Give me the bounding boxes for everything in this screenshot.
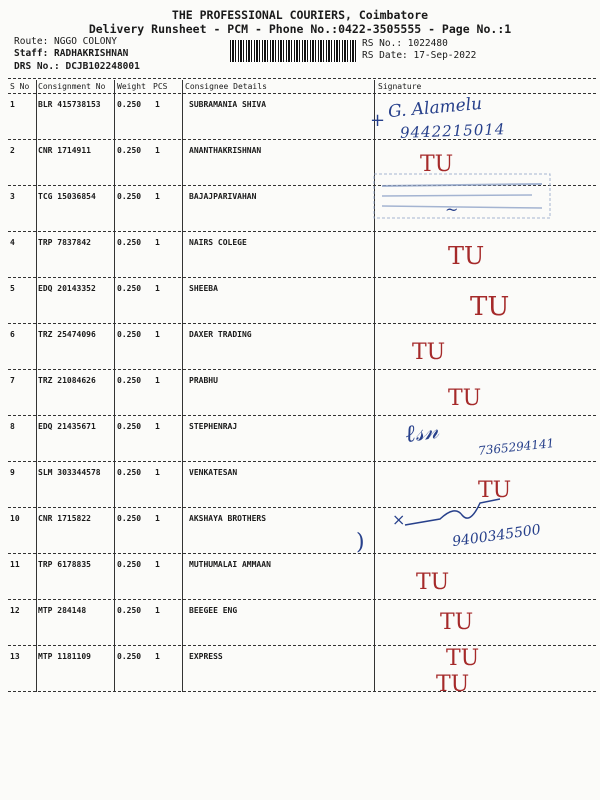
row-sno: 2	[10, 146, 15, 155]
runsheet-subtitle: Delivery Runsheet - PCM - Phone No.:0422-3505555 - Page No.:1	[88, 22, 512, 36]
row-consignment-no: TCG 15036854	[38, 192, 96, 201]
row-consignee: VENKATESAN	[189, 468, 238, 477]
stamp-graphic	[372, 170, 554, 222]
signature-8-phone: 7365294141	[477, 436, 555, 458]
table-top-border	[8, 78, 596, 79]
drs-number: DRS No.: DCJB102248001	[14, 61, 140, 72]
row-weight: 0.250	[117, 422, 142, 431]
row-consignment-no: CNR 1714911	[38, 146, 91, 155]
row-consignment-no: CNR 1715822	[38, 514, 91, 523]
row-consignee: DAXER TRADING	[189, 330, 252, 339]
column-divider	[36, 80, 37, 692]
row-sno: 1	[10, 100, 15, 109]
row-sno: 6	[10, 330, 15, 339]
row-sno: 11	[10, 560, 20, 569]
tu-mark-13: TU	[436, 672, 470, 697]
row-pcs: 1	[155, 330, 160, 339]
row-sno: 7	[10, 376, 15, 385]
row-sno: 10	[10, 514, 20, 523]
tu-mark-12b: TU	[446, 646, 480, 671]
row-consignee: AKSHAYA BROTHERS	[189, 514, 267, 523]
row-divider	[8, 415, 596, 416]
row-sno: 8	[10, 422, 15, 431]
col-header-consignee: Consignee Details	[185, 82, 267, 91]
row-consignee: NAIRS COLEGE	[189, 238, 247, 247]
row-consignee: SUBRAMANIA SHIVA	[189, 100, 267, 109]
row-consignee: ANANTHAKRISHNAN	[189, 146, 262, 155]
row-pcs: 1	[155, 376, 160, 385]
row-pcs: 1	[155, 238, 160, 247]
row-consignee: BAJAJPARIVAHAN	[189, 192, 257, 201]
barcode	[230, 40, 358, 62]
row-pcs: 1	[155, 100, 160, 109]
row-consignment-no: TRP 7837842	[38, 238, 91, 247]
row-consignee: EXPRESS	[189, 652, 223, 661]
row-divider	[8, 553, 596, 554]
route-label: Route: NGGO COLONY	[14, 36, 117, 47]
row-weight: 0.250	[117, 100, 142, 109]
col-header-signature: Signature	[378, 82, 422, 91]
signature-1-phone: 9442215014	[399, 120, 506, 142]
col-header-weight: Weight	[117, 82, 146, 91]
tu-mark-12a: TU	[440, 610, 474, 635]
tu-mark-4: TU	[448, 242, 485, 270]
row-weight: 0.250	[117, 146, 142, 155]
row-weight: 0.250	[117, 192, 142, 201]
row-consignment-no: MTP 1181109	[38, 652, 91, 661]
row-divider	[8, 277, 596, 278]
row-consignee: MUTHUMALAI AMMAAN	[189, 560, 271, 569]
row-weight: 0.250	[117, 330, 142, 339]
row-pcs: 1	[155, 468, 160, 477]
row-consignee: STEPHENRAJ	[189, 422, 238, 431]
row-sno: 4	[10, 238, 15, 247]
tu-mark-9: TU	[478, 478, 512, 503]
runsheet-title: THE PROFESSIONAL COURIERS, Coimbatore	[171, 8, 429, 22]
col-header-pcs: PCS	[153, 82, 168, 91]
row-sno: 5	[10, 284, 15, 293]
row-weight: 0.250	[117, 560, 142, 569]
row-sno: 13	[10, 652, 20, 661]
row-consignee: SHEEBA	[189, 284, 218, 293]
tu-mark-2: TU	[420, 152, 454, 177]
row-consignment-no: EDQ 21435671	[38, 422, 96, 431]
rs-number: RS No.: 1022480	[362, 38, 448, 49]
signature-10-mark: ×	[392, 510, 406, 529]
table-header-border	[8, 93, 596, 94]
row-pcs: 1	[155, 284, 160, 293]
row-divider	[8, 691, 596, 692]
row-weight: 0.250	[117, 238, 142, 247]
row-pcs: 1	[155, 514, 160, 523]
row-divider	[8, 139, 596, 140]
row-pcs: 1	[155, 652, 160, 661]
row-consignment-no: SLM 303344578	[38, 468, 101, 477]
row-consignment-no: TRZ 25474096	[38, 330, 96, 339]
row-pcs: 1	[155, 560, 160, 569]
row-weight: 0.250	[117, 652, 142, 661]
row-sno: 12	[10, 606, 20, 615]
row-consignment-no: TRP 6178835	[38, 560, 91, 569]
signature-8: ℓ𝓈𝓃	[403, 415, 441, 449]
signature-1-mark: +	[370, 110, 386, 131]
row-weight: 0.250	[117, 514, 142, 523]
row-divider	[8, 599, 596, 600]
row-divider	[8, 323, 596, 324]
tu-mark-5: TU	[470, 292, 510, 322]
tu-mark-6: TU	[412, 340, 446, 365]
row-pcs: 1	[155, 422, 160, 431]
row-weight: 0.250	[117, 284, 142, 293]
col-header-sno: S No	[10, 82, 30, 91]
row-consignment-no: BLR 415738153	[38, 100, 101, 109]
row-consignment-no: TRZ 21084626	[38, 376, 96, 385]
row-weight: 0.250	[117, 606, 142, 615]
staff-label: Staff: RADHAKRISHNAN	[14, 48, 129, 59]
col-header-consignment: Consignment No	[38, 82, 106, 91]
row-pcs: 1	[155, 606, 160, 615]
row-sno: 9	[10, 468, 15, 477]
row-divider	[8, 645, 596, 646]
row-divider	[8, 461, 596, 462]
row-consignee: PRABHU	[189, 376, 218, 385]
row-pcs: 1	[155, 192, 160, 201]
row-consignment-no: MTP 284148	[38, 606, 87, 615]
row-sno: 3	[10, 192, 15, 201]
column-divider	[114, 80, 115, 692]
tu-mark-7: TU	[448, 386, 482, 411]
row-divider	[8, 369, 596, 370]
tu-mark-11: TU	[416, 570, 450, 595]
company-stamp	[372, 170, 554, 222]
row-consignment-no: EDQ 20143352	[38, 284, 96, 293]
row-divider	[8, 231, 596, 232]
signature-3: ~	[445, 200, 459, 219]
column-divider	[182, 80, 183, 692]
row-weight: 0.250	[117, 376, 142, 385]
margin-mark: )	[356, 530, 365, 555]
rs-date: RS Date: 17-Sep-2022	[362, 50, 477, 61]
signature-1-name: G. Alamelu	[387, 93, 483, 123]
row-consignee: BEEGEE ENG	[189, 606, 238, 615]
row-weight: 0.250	[117, 468, 142, 477]
signature-10-phone: 9400345500	[451, 521, 542, 551]
row-pcs: 1	[155, 146, 160, 155]
